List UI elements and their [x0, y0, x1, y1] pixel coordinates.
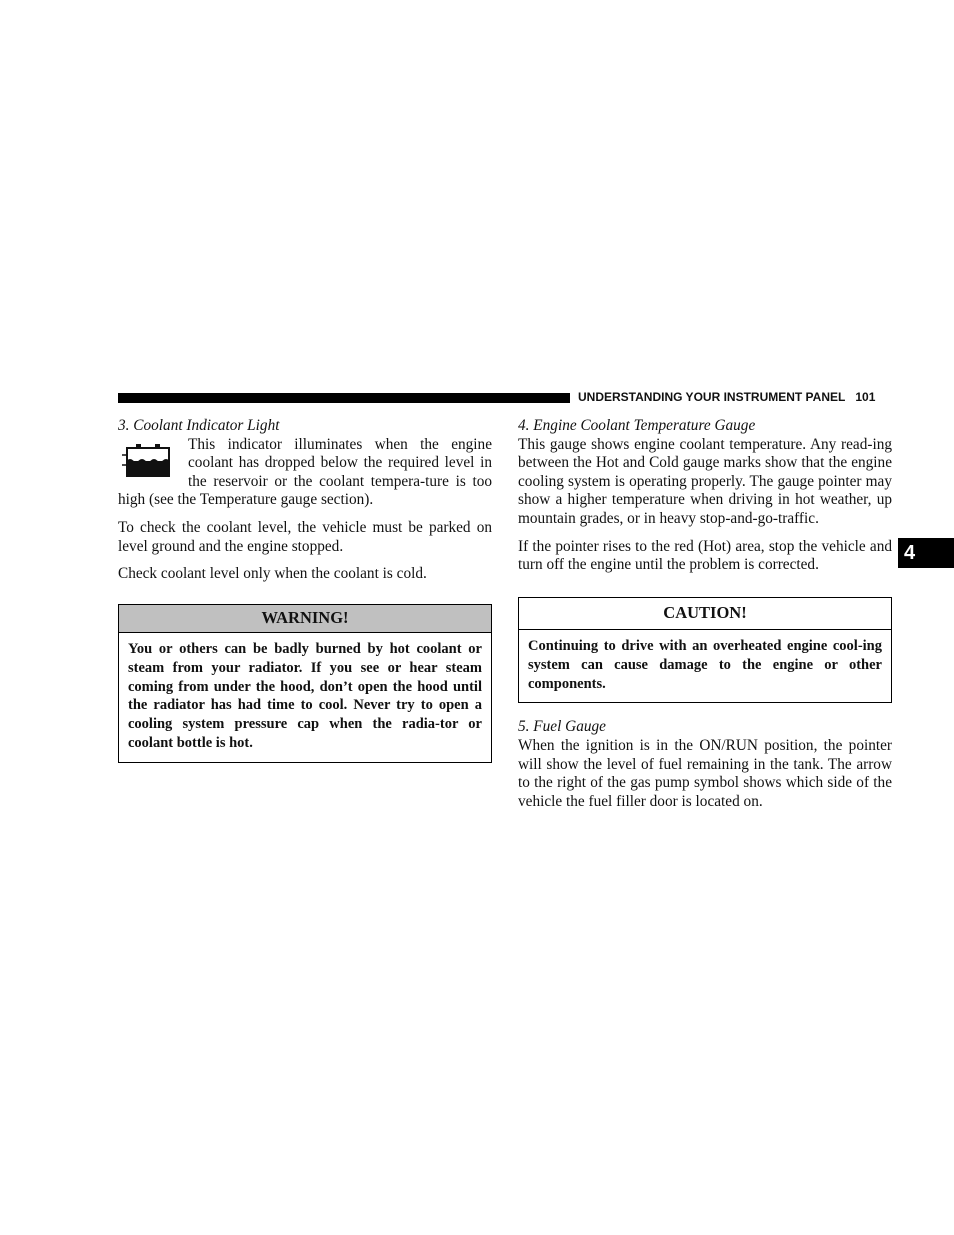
- page-number: 101: [855, 390, 876, 404]
- coolant-indicator-heading: 3. Coolant Indicator Light: [118, 417, 280, 434]
- check-cold-text: Check coolant level only when the coolant is cold.: [118, 565, 427, 583]
- warning-box: [118, 604, 492, 763]
- chapter-tab: 4: [898, 538, 954, 568]
- coolant-reservoir-icon: [122, 444, 176, 480]
- caution-title: CAUTION!: [519, 598, 891, 631]
- coolant-indicator-text: This indicator illuminates when the engine coolant has dropped below the required level in the reservoir or the coolant tempera-ture is too high (see the Temperature gauge section).: [118, 435, 492, 509]
- header-rule: [118, 393, 570, 403]
- right-column: [518, 417, 892, 811]
- temperature-hot-text: If the pointer rises to the red (Hot) area, stop the vehicle and turn off the engine until the problem is corrected.: [518, 537, 892, 574]
- coolant-indicator-block: [118, 436, 492, 510]
- caution-box: [518, 597, 892, 704]
- caution-body: Continuing to drive with an overheated engine cool-ing system can cause damage to the engine or other components.: [528, 638, 882, 692]
- section-title: UNDERSTANDING YOUR INSTRUMENT PANEL: [578, 390, 846, 404]
- fuel-gauge-text: When the ignition is in the ON/RUN position, the pointer will show the level of fuel remaining in the tank. The arrow to the right of the gas pump symbol shows which side of the vehicle the fuel filler door is located on.: [518, 737, 892, 810]
- warning-title: WARNING!: [119, 605, 491, 634]
- temperature-gauge-heading: 4. Engine Coolant Temperature Gauge: [518, 417, 756, 434]
- check-level-text: To check the coolant level, the vehicle must be parked on level ground and the engine stopped.: [118, 518, 492, 555]
- running-header: [578, 390, 891, 404]
- fuel-gauge-heading: 5. Fuel Gauge: [518, 718, 606, 736]
- temperature-gauge-text: This gauge shows engine coolant temperature. Any read-ing between the Hot and Cold gauge marks show that the engine cooling system is operating properly. The gauge pointer may show a higher temperature when driving in hot weather, up mountain grades, or in heavy stop-and-go-traffic.: [518, 435, 892, 527]
- warning-body: You or others can be badly burned by hot coolant or steam from your radiator. If you see or hear steam coming from under the hood, don’t open the hood until the radiator has had time to cool. Never try to open a cooling system pressure cap when the radia-tor or coolant bottle is hot.: [128, 641, 482, 751]
- left-column: [118, 417, 492, 763]
